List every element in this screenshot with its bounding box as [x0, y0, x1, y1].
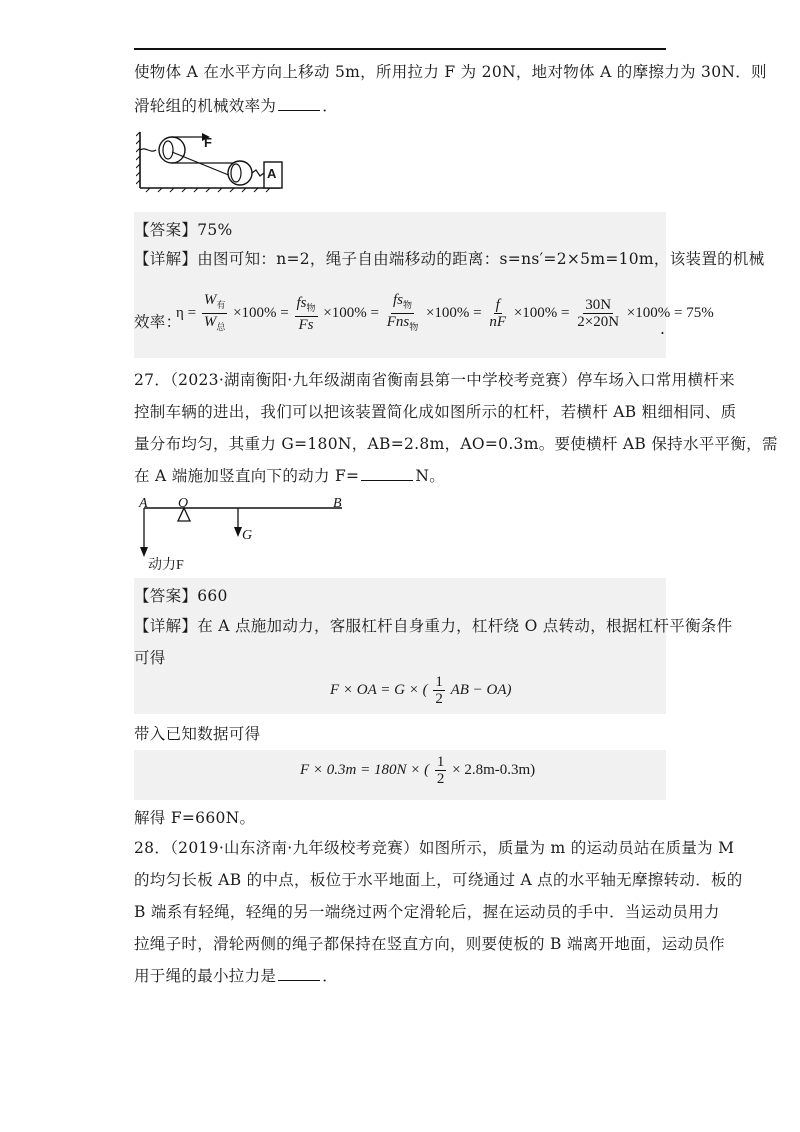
eq1-left: F × OA = G × (	[330, 681, 428, 698]
q26-text-line2-start: 滑轮组的机械效率为	[134, 97, 277, 115]
fs2-num: fs	[392, 292, 403, 308]
lever-label-b: B	[333, 496, 342, 511]
gravity-arrowhead	[234, 527, 242, 537]
Fns-sub: 物	[409, 322, 419, 332]
w-total: W	[203, 314, 217, 330]
q27-text-line2: 控制车辆的进出，我们可以把该装置简化成如图所示的杠杆，若横杆 AB 粗细相同、质	[134, 403, 737, 421]
lever-label-g: G	[242, 528, 253, 543]
block-a-label: A	[267, 166, 277, 181]
eq2-right: × 2.8m-0.3m)	[452, 761, 536, 778]
fixed-pulley-hub	[163, 141, 173, 159]
header-rule	[134, 48, 666, 50]
fs2-sub: 物	[402, 300, 412, 310]
lever-label-f: 动力F	[148, 558, 184, 573]
fs-sub: 物	[306, 302, 316, 313]
q26-text-line1: 使物体 A 在水平方向上移动 5m，所用拉力 F 为 20N，地对物体 A 的摩擦力为 30N．则	[134, 63, 767, 81]
nF-den: nF	[489, 314, 507, 330]
formula-result: ×100% = 75%	[626, 304, 714, 321]
eq1-den: 2	[435, 691, 443, 707]
q28-text-line5-end: ．	[322, 967, 339, 985]
q27-text-line4	[134, 464, 445, 486]
eq1-right: AB − OA)	[450, 681, 512, 698]
w-useful: W	[203, 292, 217, 308]
fraction-w-ratio	[202, 292, 228, 335]
q26-detail: 【详解】由图可知：n=2，绳子自由端移动的距离：s=ns′=2×5m=10m，该装置的机械	[134, 250, 765, 268]
wall-hook	[140, 149, 156, 151]
q27-detail-line1: 【详解】在 A 点施加动力，客服杠杆自身重力，杠杆绕 O 点转动，根据杠杆平衡条件	[134, 617, 733, 635]
force-f-label: F	[204, 135, 212, 150]
q27-text-line1: 27．（2023·湖南衡阳·九年级湖南省衡南县第一中学校考竞赛）停车场入口常用横杆来	[134, 371, 735, 389]
q28-text-line3: B 端系有轻绳，轻绳的另一端绕过两个定滑轮后，握在运动员的手中．当运动员用力	[134, 903, 720, 921]
movable-pulley-hub	[231, 164, 241, 182]
q27-answer-blank	[361, 466, 413, 481]
q27-answer: 【答案】660	[134, 587, 228, 605]
q26-answer-blank	[278, 96, 320, 111]
q27-text-line4-start: 在 A 端施加竖直向下的动力 F=	[134, 467, 360, 485]
eq2-num: 1	[436, 754, 445, 770]
fraction-fs-Fns	[385, 292, 421, 335]
q28-text-line5-start: 用于绳的最小拉力是	[134, 967, 277, 985]
q28-text-line2: 的均匀长板 AB 的中点，板位于水平地面上，可绕通过 A 点的水平轴无摩擦转动．板的	[134, 871, 743, 889]
rope-lower	[172, 152, 236, 178]
eq2-left: F × 0.3m = 180N × (	[300, 761, 430, 778]
q27-solve-text: 解得 F=660N。	[134, 809, 256, 827]
q26-efficiency-label: 效率：	[134, 313, 182, 331]
pct-2: ×100% =	[323, 304, 379, 321]
eq1-num: 1	[435, 674, 443, 690]
q27-text-line4-end: N。	[415, 467, 445, 485]
pct-1: ×100% =	[233, 304, 289, 321]
eta-symbol: η =	[176, 304, 197, 321]
w-useful-sub: 有	[216, 300, 226, 310]
q26-text-line2	[134, 94, 338, 116]
Fns-den: Fns	[386, 314, 410, 330]
force-f-arrowhead	[140, 547, 148, 557]
numeric-den: 2×20N	[577, 314, 620, 330]
q27-text-line3: 量分布均匀，其重力 G=180N，AB=2.8m，AO=0.3m。要使横杆 AB 保持水平平衡，需	[134, 435, 778, 453]
pulley-block-connector	[252, 170, 264, 176]
fs-num: fs	[296, 294, 307, 311]
q28-text-line1: 28．（2019·山东济南·九年级校考竞赛）如图所示，质量为 m 的运动员站在质量为 M	[134, 839, 735, 857]
q28-text-line5	[134, 964, 338, 986]
numeric-num: 30N	[585, 297, 612, 313]
q26-answer: 【答案】75%	[134, 221, 233, 239]
q27-substitute-text: 带入已知数据可得	[134, 725, 261, 743]
q26-efficiency-formula	[176, 292, 714, 335]
q27-equation-1	[330, 674, 512, 707]
lever-label-o: O	[178, 496, 189, 511]
pct-4: ×100% =	[513, 304, 570, 321]
pct-3: ×100% =	[425, 304, 482, 321]
q27-detail-line2: 可得	[134, 649, 166, 667]
fraction-fs-Fs	[295, 295, 318, 333]
q28-answer-blank	[278, 966, 320, 981]
lever-label-a: A	[139, 496, 148, 511]
fraction-f-nF	[487, 297, 508, 330]
Fs-den: Fs	[298, 316, 314, 333]
q28-text-line4: 拉绳子时，滑轮两侧的绳子都保持在竖直方向，则要使板的 B 端离开地面，运动员作	[134, 935, 725, 953]
eq2-half	[435, 754, 447, 787]
q27-equation-2	[300, 754, 535, 787]
q26-text-line2-end: ．	[322, 97, 339, 115]
eq1-half	[433, 674, 445, 707]
formula-end-dot: .	[660, 320, 666, 338]
f-num: f	[495, 297, 500, 313]
w-total-sub: 总	[216, 322, 226, 332]
eq2-den: 2	[436, 771, 445, 787]
fraction-numeric	[575, 297, 621, 330]
